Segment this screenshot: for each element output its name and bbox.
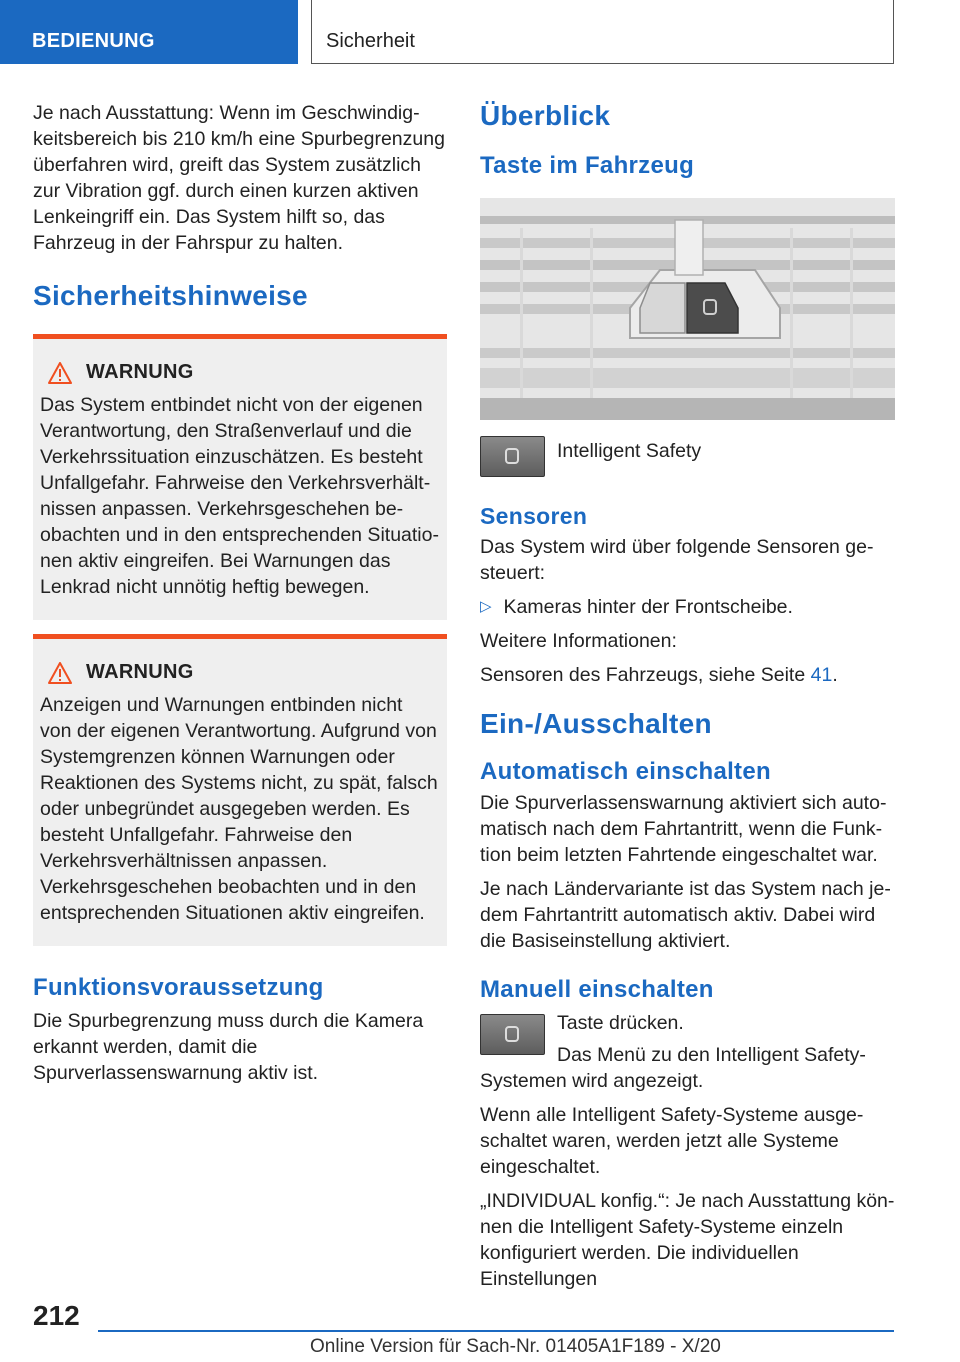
header-topic-tab — [311, 0, 894, 64]
auto-on-paragraph-1: Die Spurverlassenswarnung aktiviert sich automatisch nach dem Fahrtantritt, wenn die Funktion beim letzten Fahrtende eingeschaltet war. — [480, 792, 887, 866]
intelligent-safety-button-icon — [480, 1014, 545, 1055]
warning-title-row — [48, 361, 439, 384]
bullet-triangle-icon: ▷ — [480, 598, 492, 615]
manual-paragraph-1b: Systemen wird angezeigt. — [480, 1070, 704, 1092]
vehicle-button-photo — [480, 198, 895, 420]
page-number: 212 — [33, 1300, 80, 1331]
header-topic-label: Sicherheit — [326, 30, 415, 52]
left-column — [33, 100, 447, 1094]
button-panel-illustration — [480, 198, 895, 420]
manual-paragraph-2: Wenn alle Intelligent Safety-Systeme ausgeschaltet waren, werden jetzt alle Systeme eingeschaltet. — [480, 1104, 864, 1178]
see-page-line: Sensoren des Fahrzeugs, siehe Seite 41. — [480, 664, 838, 686]
right-column — [480, 100, 895, 1300]
onoff-heading: Ein-/Ausschalten — [480, 708, 712, 739]
manual-paragraph-3: „INDIVIDUAL konfig.“: Je nach Ausstattung können die Intelligent Safety-Systeme einzeln konfiguriert werden. Die individuellen Einstellungen — [480, 1190, 895, 1290]
function-heading: Funktionsvoraussetzung — [33, 974, 324, 1001]
function-paragraph: Die Spurbegrenzung muss durch die Kamera erkannt werden, damit die Spurverlassenswarnung aktiv ist. — [33, 1010, 424, 1084]
footer-online-version: Online Version für Sach-Nr. 01405A1F189 - X/20 — [310, 1336, 721, 1357]
header-section-tab — [0, 0, 298, 64]
sensors-paragraph: Das System wird über folgende Sensoren gesteuert: — [480, 536, 874, 584]
manual-paragraph-1a: Das Menü zu den Intelligent Safety- — [557, 1044, 866, 1066]
intelligent-safety-button-icon — [480, 436, 545, 477]
safety-heading: Sicherheitshinweise — [33, 280, 308, 311]
intelligent-safety-row — [480, 436, 895, 477]
auto-on-heading: Automatisch einschalten — [480, 758, 771, 785]
warning-triangle-icon — [48, 362, 72, 384]
sensors-bullet — [480, 594, 895, 620]
header-section-label: BEDIENUNG — [32, 30, 155, 52]
more-info-label: Weitere Informationen: — [480, 630, 677, 652]
warning-triangle-icon — [48, 662, 72, 684]
warning-box-2 — [33, 634, 447, 946]
warning-box-1 — [33, 334, 447, 620]
overview-heading: Überblick — [480, 100, 611, 131]
manual-step-text — [557, 1010, 866, 1068]
manual-step-label: Taste drücken. — [557, 1012, 684, 1034]
warning-text: Anzeigen und Warnungen entbinden nicht von der eigenen Verantwortung. Aufgrund von Systemgrenzen können Warnungen oder Reaktionen des Systems nicht, zu spät, falsch oder unbegründet ausgegeben werden. Es besteht Unfallgefahr. Fahrweise den Verkehrsverhältnissen anpassen. Verkehrsgeschehen beobachten und in den entsprechenden Situationen aktiv eingreifen. — [40, 694, 438, 924]
sensors-bullet-text: Kameras hinter der Frontscheibe. — [503, 596, 793, 618]
auto-on-paragraph-2: Je nach Ländervariante ist das System nach jedem Fahrtantritt automatisch aktiv. Dabei wird die Basiseinstellung aktiviert. — [480, 878, 891, 952]
intro-paragraph: Je nach Ausstattung: Wenn im Geschwindigkeitsbereich bis 210 km/h eine Spurbegrenzung überfahren wird, greift das System zusätzlich zur Vibration ggf. durch einen kurzen aktiven Lenkeingriff ein. Das System hilft so, das Fahrzeug in der Fahrspur zu halten. — [33, 102, 445, 254]
warning-text: Das System entbindet nicht von der eigenen Verantwortung, den Straßenverlauf und die Verkehrssituation einzuschätzen. Es besteht Unfallgefahr. Fahrweise den Verkehrsverhältnissen anpassen. Verkehrsgeschehen beobachten und in den entsprechenden Situationen aktiv eingreifen. Bei Warnungen das Lenkrad nicht unnötig heftig bewegen. — [40, 394, 439, 598]
page-link[interactable]: 41 — [810, 664, 833, 686]
sensors-heading: Sensoren — [480, 503, 588, 529]
warning-title-row — [48, 661, 439, 684]
see-page-text: Sensoren des Fahrzeugs, siehe Seite — [480, 664, 806, 686]
warning-title: WARNUNG — [86, 661, 194, 683]
button-heading: Taste im Fahrzeug — [480, 152, 695, 179]
warning-title: WARNUNG — [86, 361, 194, 383]
manual-on-heading: Manuell einschalten — [480, 976, 714, 1003]
manual-step-row — [480, 1010, 895, 1068]
footer-rule — [98, 1330, 894, 1332]
intelligent-safety-label: Intelligent Safety — [557, 440, 702, 462]
